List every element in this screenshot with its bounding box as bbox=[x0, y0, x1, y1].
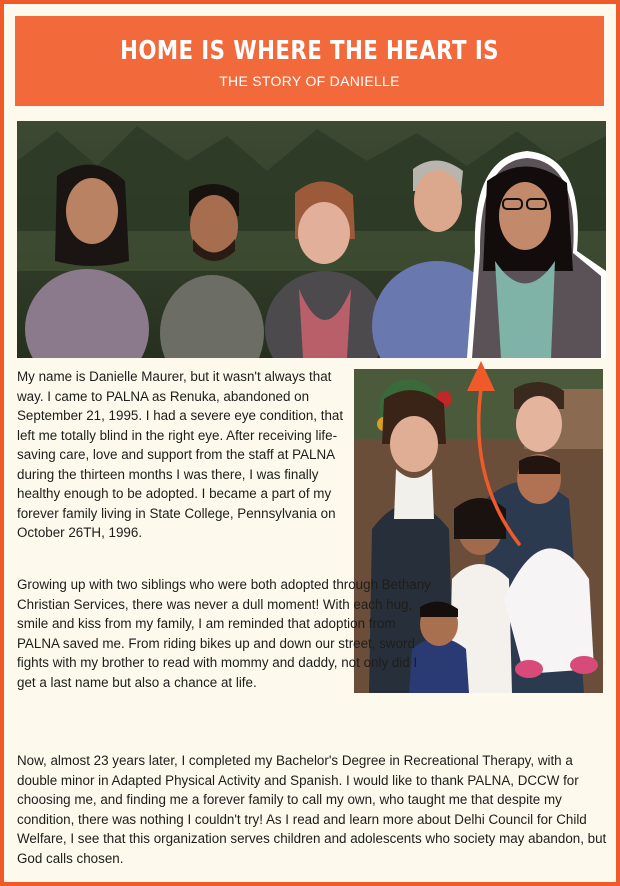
family-group-photo bbox=[17, 121, 606, 358]
page bbox=[4, 4, 616, 882]
story-paragraph-1: My name is Danielle Maurer, but it wasn't always that way. I came to PALNA as Renuka, abandoned on September 21, 1995. I had a severe eye condition, that left me totally blind in the right eye. After receiving life-saving care, love and support from the staff at PALNA during the thirteen months I was there, I was finally healthy enough to be adopted. I became a part of my forever family living in State College, Pennsylvania on October 26TH, 1996. bbox=[17, 369, 344, 540]
header-banner bbox=[15, 16, 604, 106]
story-paragraph-3: Now, almost 23 years later, I completed my Bachelor's Degree in Recreational Therapy, with a double minor in Adapted Physical Activity and Spanish. I would like to thank PALNA, DCCW for choosing me, and finding me a forever family to call my own, who taught me that despite my condition, there was nothing I couldn't try! As I read and learn more about Delhi Council for Child Welfare, I see that this organization serves children and adolescents who society may abandon, but God calls chosen. bbox=[17, 753, 607, 866]
page-title: HOME IS WHERE THE HEART IS bbox=[120, 36, 499, 66]
story-paragraph-2: Growing up with two siblings who were both adopted through Bethany Christian Services, there was never a dull moment! With each hug, smile and kiss from my family, I am reminded that adoption from PALNA saved me. From riding bikes up and down our street, sword fights with my brother to read with mommy and daddy, not only did I get a last name but also a chance at life. bbox=[17, 577, 431, 690]
page-subtitle: THE STORY OF DANIELLE bbox=[219, 73, 400, 89]
